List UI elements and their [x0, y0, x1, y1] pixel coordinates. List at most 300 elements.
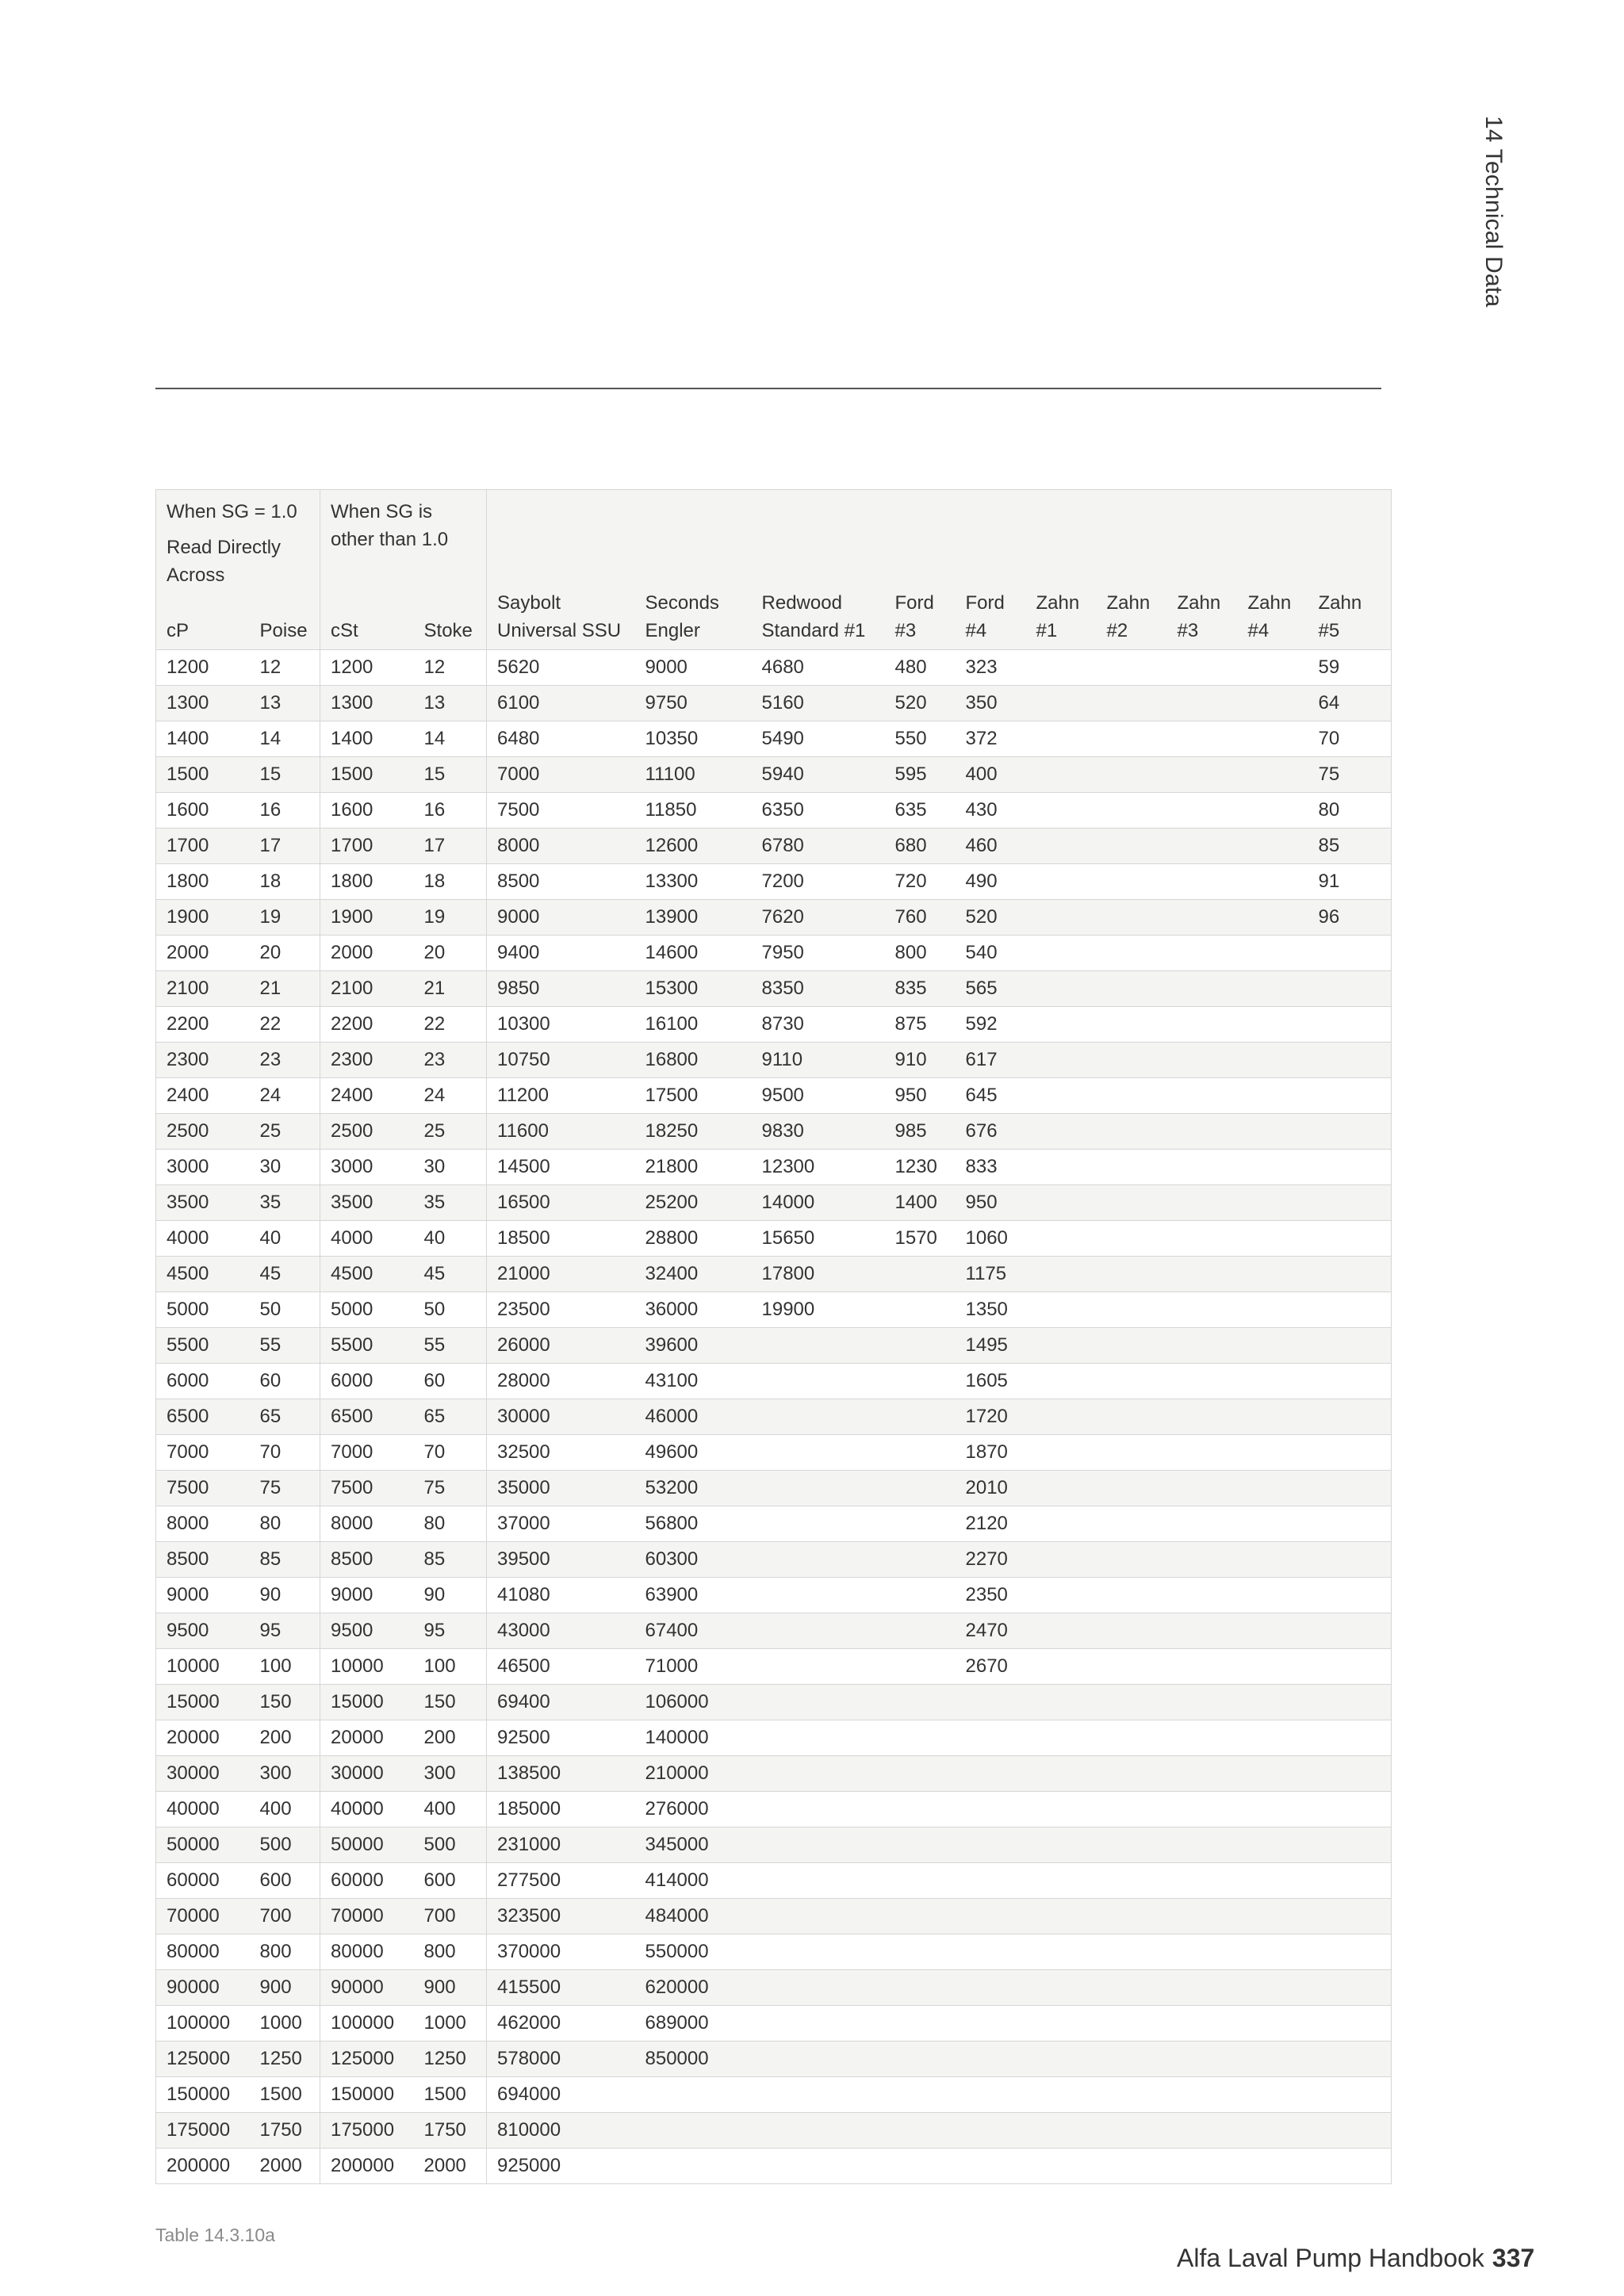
table-cell: 55 [414, 1328, 487, 1364]
table-cell: 55 [250, 1328, 320, 1364]
table-row [156, 1792, 1392, 1827]
viscosity-conversion-table [155, 489, 1392, 2184]
table-cell [1026, 757, 1097, 793]
table-cell: 200000 [156, 2149, 250, 2184]
table-cell: 592 [956, 1007, 1026, 1043]
table-cell: 150000 [320, 2077, 414, 2113]
table-cell [1167, 1257, 1238, 1292]
table-cell: 200 [250, 1720, 320, 1756]
table-cell [1097, 1043, 1167, 1078]
table-cell [1097, 1185, 1167, 1221]
table-cell [1167, 1399, 1238, 1435]
table-cell [1167, 1613, 1238, 1649]
table-cell: 2470 [956, 1613, 1026, 1649]
table-cell: 11600 [487, 1114, 635, 1150]
table-cell: 67400 [635, 1613, 752, 1649]
table-cell: 1000 [250, 2006, 320, 2042]
table-cell [752, 1756, 885, 1792]
table-cell: 32400 [635, 1257, 752, 1292]
table-cell: 1250 [414, 2042, 487, 2077]
table-cell [885, 1578, 956, 1613]
table-cell: 8000 [487, 828, 635, 864]
table-cell [956, 1970, 1026, 2006]
table-cell [1026, 721, 1097, 757]
table-row [156, 1364, 1392, 1399]
table-cell [1167, 864, 1238, 900]
table-cell: 5000 [320, 1292, 414, 1328]
table-cell [1308, 1542, 1392, 1578]
table-cell: 462000 [487, 2006, 635, 2042]
table-cell: 700 [250, 1899, 320, 1934]
table-cell: 9850 [487, 971, 635, 1007]
table-cell [1097, 1292, 1167, 1328]
table-body [156, 650, 1392, 2184]
group-header-sg-other: When SG is other than 1.0 [320, 490, 487, 590]
table-cell: 13 [250, 686, 320, 721]
table-cell: 1870 [956, 1435, 1026, 1471]
table-cell [1238, 971, 1308, 1007]
table-cell: 7500 [487, 793, 635, 828]
table-cell: 12600 [635, 828, 752, 864]
table-cell: 65 [250, 1399, 320, 1435]
table-cell [885, 2042, 956, 2077]
table-cell [956, 1899, 1026, 1934]
table-cell: 43000 [487, 1613, 635, 1649]
table-cell: 7000 [487, 757, 635, 793]
table-cell: 8350 [752, 971, 885, 1007]
table-cell [1097, 686, 1167, 721]
table-cell [1167, 1114, 1238, 1150]
table-cell [1238, 1863, 1308, 1899]
table-cell [1097, 1007, 1167, 1043]
table-cell: 6500 [156, 1399, 250, 1435]
column-header-line1: Redwood [761, 592, 842, 614]
table-cell [1167, 1720, 1238, 1756]
table-cell: 1400 [320, 721, 414, 757]
table-cell [1167, 1792, 1238, 1827]
table-cell: 1350 [956, 1292, 1026, 1328]
table-cell [1167, 2077, 1238, 2113]
table-cell: 60000 [320, 1863, 414, 1899]
table-cell [1308, 1863, 1392, 1899]
group-header-sg1: When SG = 1.0 Read Directly Across [156, 490, 320, 590]
table-cell: 676 [956, 1114, 1026, 1150]
table-cell: 4500 [320, 1257, 414, 1292]
table-cell: 80 [414, 1506, 487, 1542]
table-cell: 6100 [487, 686, 635, 721]
table-cell [1026, 793, 1097, 828]
table-cell: 75 [1308, 757, 1392, 793]
table-cell: 125000 [320, 2042, 414, 2077]
table-cell [1308, 1899, 1392, 1934]
table-cell [635, 2149, 752, 2184]
column-header [956, 589, 1026, 650]
column-header [320, 589, 414, 650]
table-cell [1238, 757, 1308, 793]
table-cell [1308, 1471, 1392, 1506]
table-cell: 17 [414, 828, 487, 864]
table-cell [1308, 1257, 1392, 1292]
table-cell: 1500 [156, 757, 250, 793]
table-cell: 17800 [752, 1257, 885, 1292]
table-cell: 28000 [487, 1364, 635, 1399]
table-cell: 39500 [487, 1542, 635, 1578]
table-cell: 277500 [487, 1863, 635, 1899]
table-cell: 9750 [635, 686, 752, 721]
table-cell [885, 1720, 956, 1756]
table-cell [1167, 936, 1238, 971]
table-cell [1026, 1863, 1097, 1899]
table-cell: 26000 [487, 1328, 635, 1364]
table-cell [956, 1756, 1026, 1792]
column-header-line2: Standard #1 [761, 620, 866, 641]
table-cell: 80000 [156, 1934, 250, 1970]
table-cell [1238, 1649, 1308, 1685]
table-cell: 22 [414, 1007, 487, 1043]
table-cell [956, 2006, 1026, 2042]
column-header-line1: Zahn [1318, 592, 1362, 614]
table-cell: 50 [250, 1292, 320, 1328]
table-cell [752, 1685, 885, 1720]
table-cell [1097, 1221, 1167, 1257]
table-cell: 18 [414, 864, 487, 900]
table-cell: 15650 [752, 1221, 885, 1257]
table-cell: 12300 [752, 1150, 885, 1185]
table-cell: 9000 [156, 1578, 250, 1613]
table-cell: 1750 [414, 2113, 487, 2149]
column-header [1238, 589, 1308, 650]
table-cell: 85 [414, 1542, 487, 1578]
table-cell: 10750 [487, 1043, 635, 1078]
table-cell: 50000 [156, 1827, 250, 1863]
table-cell [1167, 757, 1238, 793]
table-cell [885, 1506, 956, 1542]
table-cell [1097, 1364, 1167, 1399]
table-row [156, 2149, 1392, 2184]
table-cell: 1600 [320, 793, 414, 828]
table-cell [885, 1435, 956, 1471]
table-row [156, 1899, 1392, 1934]
table-cell: 200000 [320, 2149, 414, 2184]
table-cell [1026, 1114, 1097, 1150]
column-header-line2: #1 [1036, 620, 1058, 641]
table-cell [1308, 1613, 1392, 1649]
table-cell: 14 [250, 721, 320, 757]
table-cell [1308, 1043, 1392, 1078]
table-cell: 645 [956, 1078, 1026, 1114]
table-cell: 20 [414, 936, 487, 971]
table-cell [1026, 2113, 1097, 2149]
column-header-line2: #4 [965, 620, 987, 641]
table-cell: 16100 [635, 1007, 752, 1043]
table-cell: 1700 [156, 828, 250, 864]
table-cell: 20 [250, 936, 320, 971]
table-cell [1308, 1792, 1392, 1827]
table-cell [752, 1649, 885, 1685]
table-cell: 49600 [635, 1435, 752, 1471]
table-cell: 60300 [635, 1542, 752, 1578]
table-cell [885, 1471, 956, 1506]
table-cell: 565 [956, 971, 1026, 1007]
table-cell: 28800 [635, 1221, 752, 1257]
table-cell [1238, 1827, 1308, 1863]
table-cell: 4500 [156, 1257, 250, 1292]
table-row [156, 828, 1392, 864]
table-cell [1238, 1685, 1308, 1720]
table-cell: 8500 [156, 1542, 250, 1578]
table-cell: 10000 [156, 1649, 250, 1685]
table-cell: 71000 [635, 1649, 752, 1685]
table-cell [1097, 793, 1167, 828]
table-cell: 7000 [320, 1435, 414, 1471]
table-cell [1026, 2077, 1097, 2113]
table-cell [885, 1257, 956, 1292]
table-cell [956, 2042, 1026, 2077]
table-cell: 36000 [635, 1292, 752, 1328]
table-cell [1026, 1471, 1097, 1506]
column-header-line1: Zahn [1247, 592, 1292, 614]
table-row [156, 1613, 1392, 1649]
table-cell: 80 [1308, 793, 1392, 828]
table-cell [1026, 1078, 1097, 1114]
table-cell [885, 1827, 956, 1863]
table-cell [1026, 1649, 1097, 1685]
table-cell [1308, 2006, 1392, 2042]
table-cell: 8000 [320, 1506, 414, 1542]
table-cell: 100 [250, 1649, 320, 1685]
table-cell [885, 1685, 956, 1720]
table-row [156, 1578, 1392, 1613]
table-cell [1308, 1007, 1392, 1043]
table-cell: 15300 [635, 971, 752, 1007]
table-cell: 10300 [487, 1007, 635, 1043]
table-row [156, 1043, 1392, 1078]
table-cell: 2350 [956, 1578, 1026, 1613]
table-cell: 5940 [752, 757, 885, 793]
table-cell: 2300 [156, 1043, 250, 1078]
table-cell: 56800 [635, 1506, 752, 1542]
page-footer [1177, 2244, 1534, 2273]
table-cell: 25200 [635, 1185, 752, 1221]
table-cell [1026, 828, 1097, 864]
table-cell: 689000 [635, 2006, 752, 2042]
table-cell [1026, 1435, 1097, 1471]
table-cell: 13300 [635, 864, 752, 900]
table-cell [885, 1970, 956, 2006]
table-cell: 200 [414, 1720, 487, 1756]
table-cell [956, 1863, 1026, 1899]
table-cell: 210000 [635, 1756, 752, 1792]
handbook-title: Alfa Laval Pump Handbook [1177, 2244, 1484, 2272]
table-cell: 400 [414, 1792, 487, 1827]
table-cell: 100000 [320, 2006, 414, 2042]
table-row [156, 1221, 1392, 1257]
table-cell [956, 1685, 1026, 1720]
table-cell [1308, 1292, 1392, 1328]
table-cell [956, 1792, 1026, 1827]
column-header-line2: Universal SSU [497, 620, 622, 641]
table-cell [1167, 1649, 1238, 1685]
table-cell: 30 [414, 1150, 487, 1185]
table-cell: 540 [956, 936, 1026, 971]
table-cell: 59 [1308, 650, 1392, 686]
table-cell: 63900 [635, 1578, 752, 1613]
table-cell [752, 1399, 885, 1435]
table-cell [1026, 1613, 1097, 1649]
table-cell [752, 1578, 885, 1613]
table-cell: 16 [414, 793, 487, 828]
table-cell: 85 [250, 1542, 320, 1578]
table-cell: 300 [414, 1756, 487, 1792]
table-cell [1167, 1471, 1238, 1506]
table-cell: 484000 [635, 1899, 752, 1934]
table-cell: 11200 [487, 1078, 635, 1114]
table-cell [1308, 2042, 1392, 2077]
table-cell [1097, 1078, 1167, 1114]
table-cell [1097, 2042, 1167, 2077]
table-cell [1167, 1185, 1238, 1221]
table-cell: 8500 [320, 1542, 414, 1578]
table-cell: 3000 [320, 1150, 414, 1185]
table-cell: 600 [250, 1863, 320, 1899]
table-row [156, 1863, 1392, 1899]
table-cell [1026, 2149, 1097, 2184]
table-cell [885, 1542, 956, 1578]
table-cell: 30000 [156, 1756, 250, 1792]
column-header [487, 589, 635, 650]
table-cell: 2000 [250, 2149, 320, 2184]
table-cell [752, 2006, 885, 2042]
table-cell [1238, 1221, 1308, 1257]
column-header-line2: Poise [259, 620, 308, 641]
table-cell: 41080 [487, 1578, 635, 1613]
table-cell: 90000 [156, 1970, 250, 2006]
table-cell: 5620 [487, 650, 635, 686]
table-cell: 60000 [156, 1863, 250, 1899]
table-cell: 2500 [156, 1114, 250, 1150]
table-cell: 1750 [250, 2113, 320, 2149]
table-cell: 65 [414, 1399, 487, 1435]
table-cell [752, 1328, 885, 1364]
table-row [156, 1257, 1392, 1292]
table-row [156, 864, 1392, 900]
table-cell: 6000 [156, 1364, 250, 1399]
table-cell [752, 1899, 885, 1934]
table-cell [1238, 900, 1308, 936]
table-cell [885, 2006, 956, 2042]
table-cell: 500 [414, 1827, 487, 1863]
table-row [156, 1934, 1392, 1970]
table-cell: 7620 [752, 900, 885, 936]
table-cell: 350 [956, 686, 1026, 721]
column-header-line2: #5 [1318, 620, 1340, 641]
table-row [156, 936, 1392, 971]
table-cell: 12 [250, 650, 320, 686]
table-cell: 37000 [487, 1506, 635, 1542]
table-cell [1167, 1007, 1238, 1043]
table-cell [1238, 1328, 1308, 1364]
table-cell [1308, 1221, 1392, 1257]
table-cell: 30 [250, 1150, 320, 1185]
table-cell: 1060 [956, 1221, 1026, 1257]
table-cell [1308, 1114, 1392, 1150]
table-cell: 95 [414, 1613, 487, 1649]
table-cell [1097, 1150, 1167, 1185]
table-cell [1167, 1328, 1238, 1364]
table-cell: 2000 [320, 936, 414, 971]
table-cell [752, 2149, 885, 2184]
table-row [156, 2077, 1392, 2113]
table-cell [1167, 1506, 1238, 1542]
table-cell [1167, 1292, 1238, 1328]
table-cell [1308, 971, 1392, 1007]
table-cell: 7200 [752, 864, 885, 900]
table-cell [885, 1756, 956, 1792]
table-cell [885, 1863, 956, 1899]
table-cell [1026, 1720, 1097, 1756]
table-cell [752, 1471, 885, 1506]
table-cell [1097, 1114, 1167, 1150]
table-cell [1238, 1970, 1308, 2006]
table-cell [1238, 1150, 1308, 1185]
table-row [156, 1827, 1392, 1863]
table-cell [1097, 2113, 1167, 2149]
table-cell: 35 [250, 1185, 320, 1221]
table-cell [1167, 1899, 1238, 1934]
table-cell [1308, 1328, 1392, 1364]
table-cell: 10350 [635, 721, 752, 757]
table-cell [1238, 721, 1308, 757]
table-cell [752, 1613, 885, 1649]
table-cell [885, 1328, 956, 1364]
table-cell: 925000 [487, 2149, 635, 2184]
table-cell [956, 1934, 1026, 1970]
table-cell: 1700 [320, 828, 414, 864]
table-cell [1097, 1257, 1167, 1292]
table-cell: 4680 [752, 650, 885, 686]
table-cell: 92500 [487, 1720, 635, 1756]
table-cell: 835 [885, 971, 956, 1007]
table-cell [1097, 1863, 1167, 1899]
column-header [250, 589, 320, 650]
table-cell: 1900 [320, 900, 414, 936]
section-label: 14 Technical Data [1480, 116, 1507, 308]
table-cell: 2120 [956, 1506, 1026, 1542]
table-cell: 95 [250, 1613, 320, 1649]
table-row [156, 2113, 1392, 2149]
table-cell [1238, 1399, 1308, 1435]
table-header [156, 490, 1392, 650]
table-cell [1097, 2077, 1167, 2113]
table-cell [956, 1827, 1026, 1863]
table-cell: 1175 [956, 1257, 1026, 1292]
table-cell [1026, 1185, 1097, 1221]
table-cell [1238, 2113, 1308, 2149]
table-cell [1238, 1292, 1308, 1328]
table-cell: 800 [414, 1934, 487, 1970]
table-cell: 1300 [320, 686, 414, 721]
table-row [156, 1471, 1392, 1506]
table-cell [1308, 936, 1392, 971]
table-cell: 150 [414, 1685, 487, 1720]
table-row [156, 1649, 1392, 1685]
table-cell: 635 [885, 793, 956, 828]
table-cell [1026, 1221, 1097, 1257]
table-cell [885, 1792, 956, 1827]
table-cell [1238, 1007, 1308, 1043]
table-cell: 15 [250, 757, 320, 793]
table-cell [1097, 1934, 1167, 1970]
